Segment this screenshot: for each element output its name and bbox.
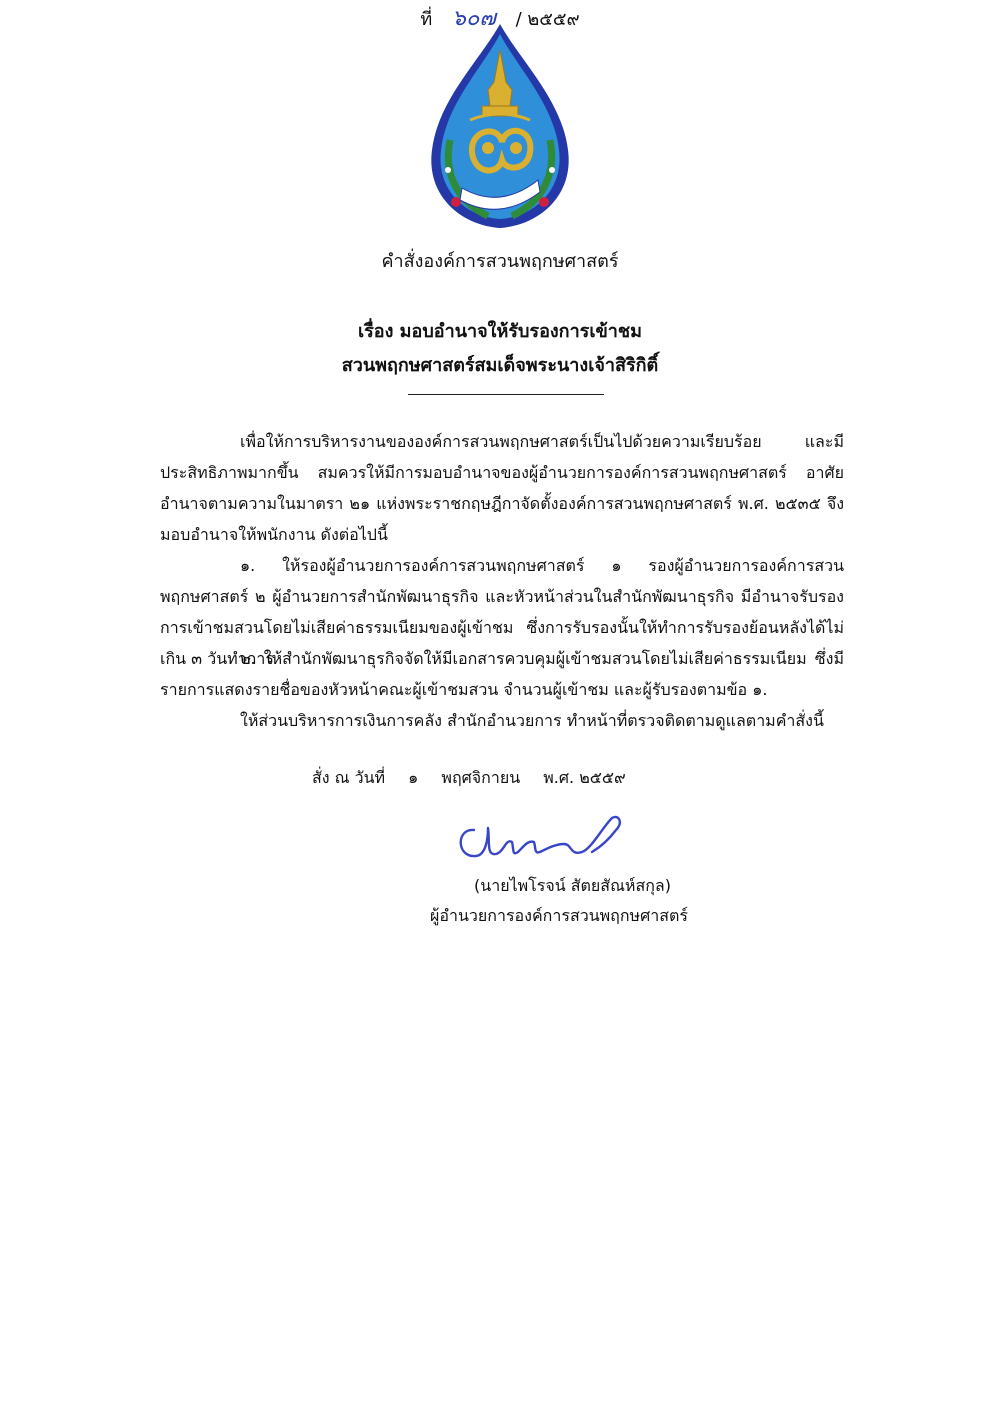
order-number-handwritten: ๖๐๗ [451, 6, 496, 31]
order-date-month: พฤศจิกายน [441, 768, 521, 787]
subject-line-2: สวนพฤกษศาสตร์สมเด็จพระนางเจ้าสิริกิติ์ [341, 355, 659, 376]
order-date [312, 766, 644, 791]
body-paragraph-3 [160, 643, 844, 705]
body-paragraph-3-text: ๒. ให้สำนักพัฒนาธุรกิจจัดให้มีเอกสารควบคุมผู้เข้าชมสวนโดยไม่เสียค่าธรรมเนียม ซึ่งมีรายการแสดงรายชื่อของหัวหน้าคณะผู้เข้าชมสวน จำนวนผู้เข้าชม และผู้รับรองตามข้อ ๑. [160, 649, 844, 699]
order-date-day: ๑ [408, 768, 419, 787]
body-paragraph-1-text: เพื่อให้การบริหารงานขององค์การสวนพฤกษศาสตร์เป็นไปด้วยความเรียบร้อย และมีประสิทธิภาพมากขึ้น สมควรให้มีการมอบอำนาจของผู้อำนวยการองค์การสวนพฤกษศาสตร์ อาศัยอำนาจตามความในมาตรา ๒๑ แห่งพระราชกฤษฎีกาจัดตั้งองค์การสวนพฤกษศาสตร์ พ.ศ. ๒๕๓๕ จึงมอบอำนาจให้พนักงาน ดังต่อไปนี้ [160, 432, 844, 544]
signer-position: ผู้อำนวยการองค์การสวนพฤกษศาสตร์ [430, 906, 688, 925]
header-divider [408, 394, 604, 395]
order-title: คำสั่งองค์การสวนพฤกษศาสตร์ [381, 251, 619, 272]
subject-line-1: เรื่อง มอบอำนาจให้รับรองการเข้าชม [357, 321, 642, 342]
signer-name: (นายไพโรจน์ สัตยสัณห์สกุล) [474, 876, 671, 895]
seal-graphic [410, 20, 590, 240]
body-paragraph-2-text: ๑. ให้รองผู้อำนวยการองค์การสวนพฤกษศาสตร์ ๑ รองผู้อำนวยการองค์การสวนพฤกษศาสตร์ ๒ ผู้อำนวยการสำนักพัฒนาธุรกิจ และหัวหน้าส่วนในสำนักพัฒนาธุรกิจ มีอำนาจรับรองการเข้าชมสวนโดยไม่เสียค่าธรรมเนียมของผู้เข้าชม ซึ่งการรับรองนั้นให้ทำการรับรองย้อนหลังได้ไม่เกิน ๓ วันทำการ [160, 556, 844, 668]
order-date-label: สั่ง ณ วันที่ [312, 768, 386, 787]
organization-seal-logo [410, 20, 590, 240]
body-paragraph-4-text: ให้ส่วนบริหารการเงินการคลัง สำนักอำนวยการ ทำหน้าที่ตรวจติดตามดูแลตามคำสั่งนี้ [240, 711, 824, 730]
order-date-year: พ.ศ. ๒๕๕๙ [543, 768, 626, 787]
seal-flower-right [539, 197, 549, 207]
body-paragraph-1 [160, 426, 844, 550]
handwritten-signature [452, 808, 632, 868]
order-number-suffix: / ๒๕๕๙ [515, 9, 580, 30]
seal-flower-left [451, 197, 461, 207]
body-paragraph-4 [160, 705, 844, 736]
order-number-prefix: ที่ [420, 9, 433, 30]
